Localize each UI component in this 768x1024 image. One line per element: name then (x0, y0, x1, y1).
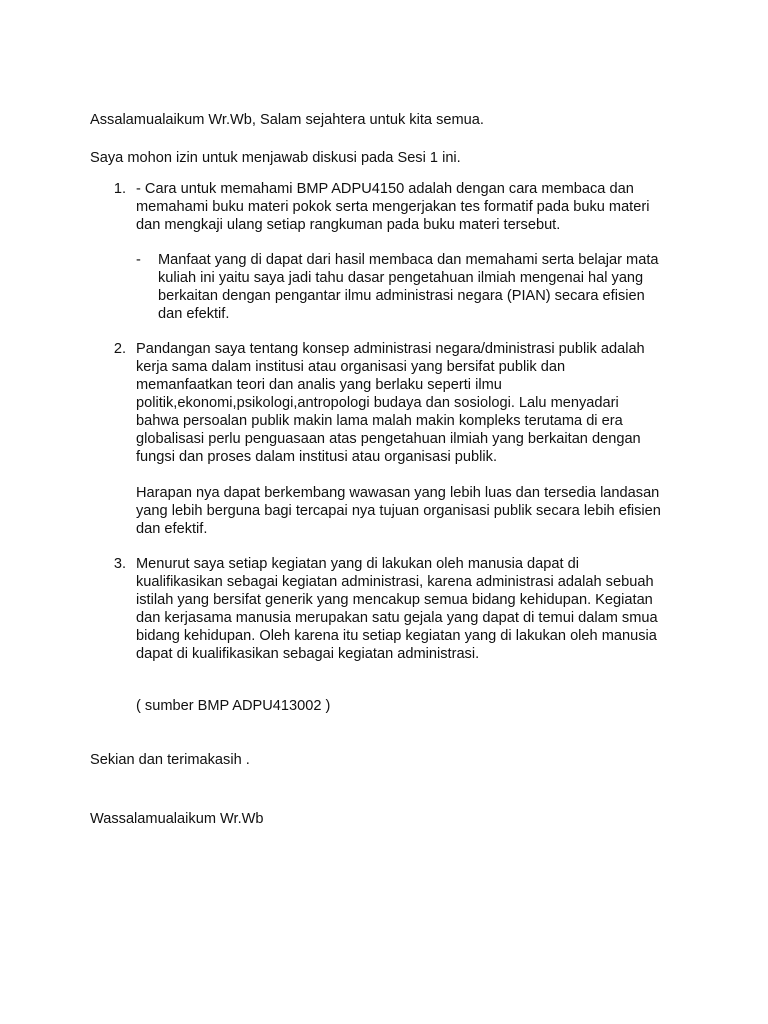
item-2-line: bahwa persoalan publik makin lama malah makin kompleks terutama di era (136, 413, 623, 429)
sub-bullet-line: dan efektif. (158, 306, 230, 322)
item-3-number: 3. (113, 556, 126, 572)
sub-bullet-line: Manfaat yang di dapat dari hasil membaca dan memahami serta belajar mata (158, 252, 659, 268)
item-2-paragraph (136, 340, 645, 466)
item-2-line: fungsi dan proses dalam institusi atau organisasi publik. (136, 449, 497, 465)
item-1-number: 1. (113, 181, 126, 197)
item-3-line: dan kerjasama manusia merupakan satu gejala yang dapat di temui dalam smua (136, 610, 658, 626)
item-2-extra-line: Harapan nya dapat berkembang wawasan yang lebih luas dan tersedia landasan (136, 485, 660, 501)
item-1-sub-bullet-marker: - (136, 252, 141, 268)
item-1-line: memahami buku materi pokok serta mengerjakan tes formatif pada buku materi (136, 199, 650, 215)
item-2-extra-paragraph (136, 484, 661, 538)
item-2-line: Pandangan saya tentang konsep administrasi negara/dministrasi publik adalah (136, 341, 645, 357)
item-3-paragraph (136, 555, 658, 663)
item-3-line: dapat di kualifikasikan sebagai kegiatan administrasi. (136, 646, 480, 662)
item-1-sub-bullet-paragraph (158, 251, 659, 323)
item-3-line: istilah yang bersifat generik yang mencakup semua bidang kehidupan. Kegiatan (136, 592, 653, 608)
item-3-line: bidang kehidupan. Oleh karena itu setiap kegiatan yang di lakukan oleh manusia (136, 628, 657, 644)
item-3-line: Menurut saya setiap kegiatan yang di lakukan oleh manusia dapat di (136, 556, 579, 572)
item-2-number: 2. (113, 341, 126, 357)
item-2-extra-line: yang lebih berguna bagi tercapai nya tujuan organisasi publik secara lebih efisien (136, 503, 661, 519)
item-3-line: kualifikasikan sebagai kegiatan administrasi, karena administrasi adalah sebuah (136, 574, 654, 590)
sub-bullet-line: berkaitan dengan pengantar ilmu administrasi negara (PIAN) secara efisien (158, 288, 645, 304)
item-2-line: politik,ekonomi,psikologi,antropologi budaya dan sosiologi. Lalu menyadari (136, 395, 619, 411)
closing-text: Wassalamualaikum Wr.Wb (90, 811, 264, 827)
source-citation: ( sumber BMP ADPU413002 ) (136, 698, 331, 714)
thanks-text: Sekian dan terimakasih . (90, 752, 250, 768)
item-2-line: globalisasi perlu penguasaan atas pengetahuan ilmiah yang berkaitan dengan (136, 431, 641, 447)
item-1-paragraph (136, 180, 649, 234)
item-1-line: - Cara untuk memahami BMP ADPU4150 adalah dengan cara membaca dan (136, 181, 634, 197)
item-2-line: memanfaatkan teori dan analis yang berlaku seperti ilmu (136, 377, 502, 393)
item-1-line: dan mengkaji ulang setiap rangkuman pada buku materi tersebut. (136, 217, 561, 233)
item-2-extra-line: dan efektif. (136, 521, 208, 537)
greeting-text: Assalamualaikum Wr.Wb, Salam sejahtera untuk kita semua. (90, 112, 484, 128)
intro-text: Saya mohon izin untuk menjawab diskusi pada Sesi 1 ini. (90, 150, 461, 166)
item-2-line: kerja sama dalam institusi atau organisasi yang bersifat publik dan (136, 359, 566, 375)
sub-bullet-line: kuliah ini yaitu saya jadi tahu dasar pengetahuan ilmiah mengenai hal yang (158, 270, 644, 286)
